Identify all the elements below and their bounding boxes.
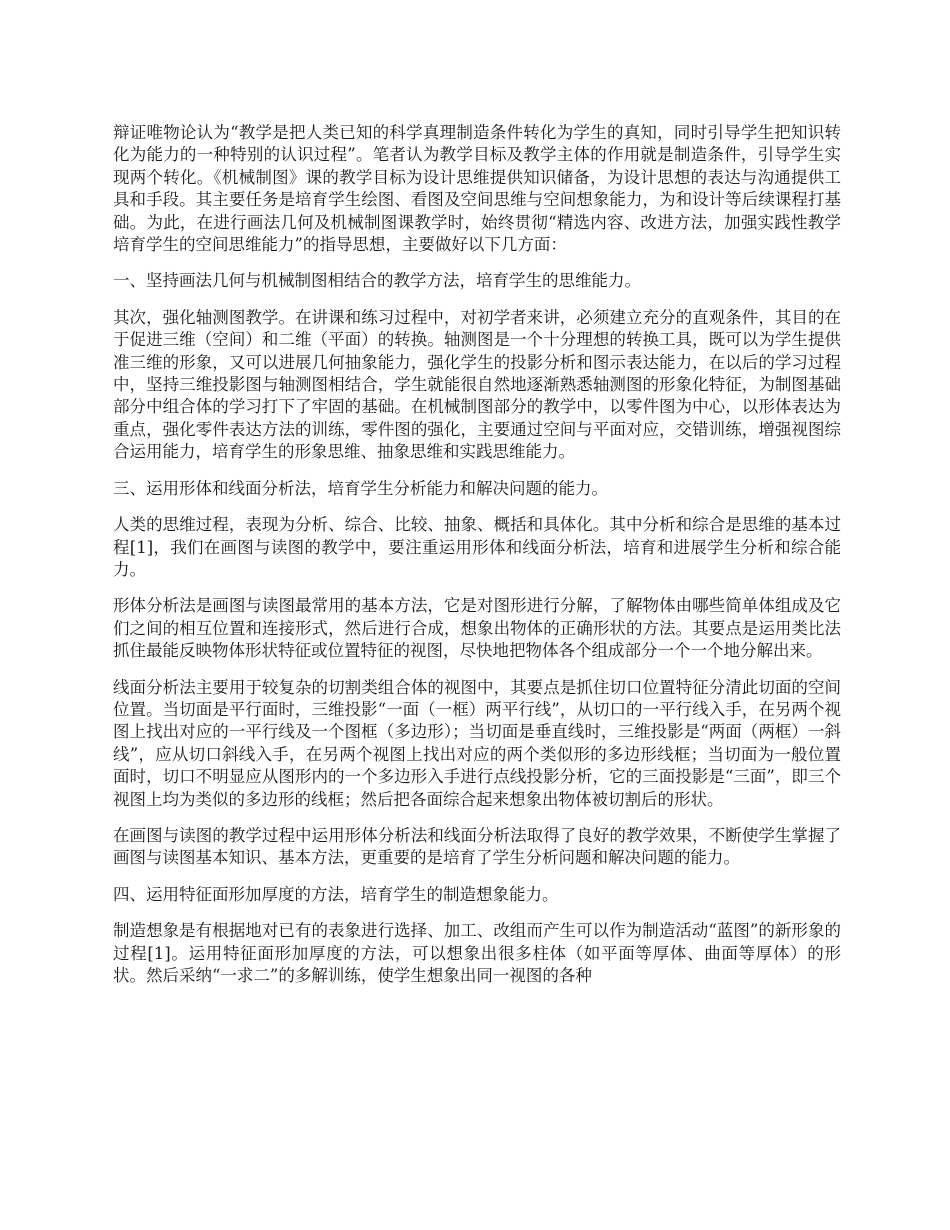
thinking-process-paragraph: 人类的思维过程，表现为分析、综合、比较、抽象、概括和具体化。其中分析和综合是思维的基本过程[1]，我们在画图与读图的教学中，要注重运用形体和线面分析法，培育和进展学生分析和综合能力。 xyxy=(113,515,841,579)
teaching-effect-paragraph: 在画图与读图的教学过程中运用形体分析法和线面分析法取得了良好的教学效果，不断使学生掌握了画图与读图基本知识、基本方法，更重要的是培育了学生分析问题和解决问题的能力。 xyxy=(113,825,841,868)
section-heading-1: 一、坚持画法几何与机械制图相结合的教学方法，培育学生的思维能力。 xyxy=(113,271,641,291)
intro-paragraph: 辩证唯物论认为“教学是把人类已知的科学真理制造条件转化为学生的真知，同时引导学生把知识转化为能力的一种特别的认识过程”。笔者认为教学目标及教学主体的作用就是制造条件，引导学生实现两个转化。《机械制图》课的教学目标为设计思维提供知识储备，为设计思想的表达与沟通提供工具和手段。其主要任务是培育学生绘图、看图及空间思维与空间想象能力，为和设计等后续课程打基础。为此，在进行画法几何及机械制图课教学时，始终贯彻“精选内容、改进方法，加强实践性教学培育学生的空间思维能力”的指导思想，主要做好以下几方面： xyxy=(113,123,841,255)
section-heading-3: 三、运用形体和线面分析法，培育学生分析能力和解决问题的能力。 xyxy=(113,478,608,498)
line-surface-analysis-paragraph: 线面分析法主要用于较复杂的切割类组合体的视图中，其要点是抓住切口位置特征分清此切面的空间位置。当切面是平行面时，三维投影“一面（一框）两平行线”，从切口的一平行线入手，在另两个视图上找出对应的一平行线及一个图框（多边形）；当切面是垂直线时，三维投影是“两面（两框）一斜线”，应从切口斜线入手，在另两个视图上找出对应的两个类似形的多边形线框；当切面为一般位置面时，切口不明显应从图形内的一个多边形入手进行点线投影分析，它的三面投影是“三面”，即三个视图上均为类似的多边形的线框；然后把各面综合起来想象出物体被切割后的形状。 xyxy=(113,677,841,809)
document-body xyxy=(113,122,841,1001)
shape-analysis-paragraph: 形体分析法是画图与读图最常用的基本方法，它是对图形进行分解，了解物体由哪些简单体组成及它们之间的相互位置和连接形式，然后进行合成，想象出物体的正确形状的方法。其要点是运用类比法抓住最能反映物体形状特征或位置特征的视图，尽快地把物体各个组成部分一个一个地分解出来。 xyxy=(113,596,841,661)
section-heading-4: 四、运用特征面形加厚度的方法，培育学生的制造想象能力。 xyxy=(113,884,559,904)
imagination-paragraph: 制造想象是有根据地对已有的表象进行选择、加工、改组而产生可以作为制造活动“蓝图”的新形象的过程[1]。运用特征面形加厚度的方法，可以想象出很多柱体（如平面等厚体、曲面等厚体）的形状。然后采纳“一求二”的多解训练，使学生想象出同一视图的各种 xyxy=(113,921,841,985)
axonometric-paragraph: 其次，强化轴测图教学。在讲课和练习过程中，对初学者来讲，必须建立充分的直观条件，其目的在于促进三维（空间）和二维（平面）的转换。轴测图是一个十分理想的转换工具，既可以为学生提供准三维的形象，又可以进展几何抽象能力，强化学生的投影分析和图示表达能力，在以后的学习过程中，坚持三维投影图与轴测图相结合，学生就能很自然地逐渐熟悉轴测图的形象化特征，为制图基础部分中组合体的学习打下了牢固的基础。在机械制图部分的教学中，以零件图为中心，以形体表达为重点，强化零件表达方法的训练，零件图的强化，主要通过空间与平面对应，交错训练，增强视图综合运用能力，培育学生的形象思维、抽象思维和实践思维能力。 xyxy=(113,307,841,462)
